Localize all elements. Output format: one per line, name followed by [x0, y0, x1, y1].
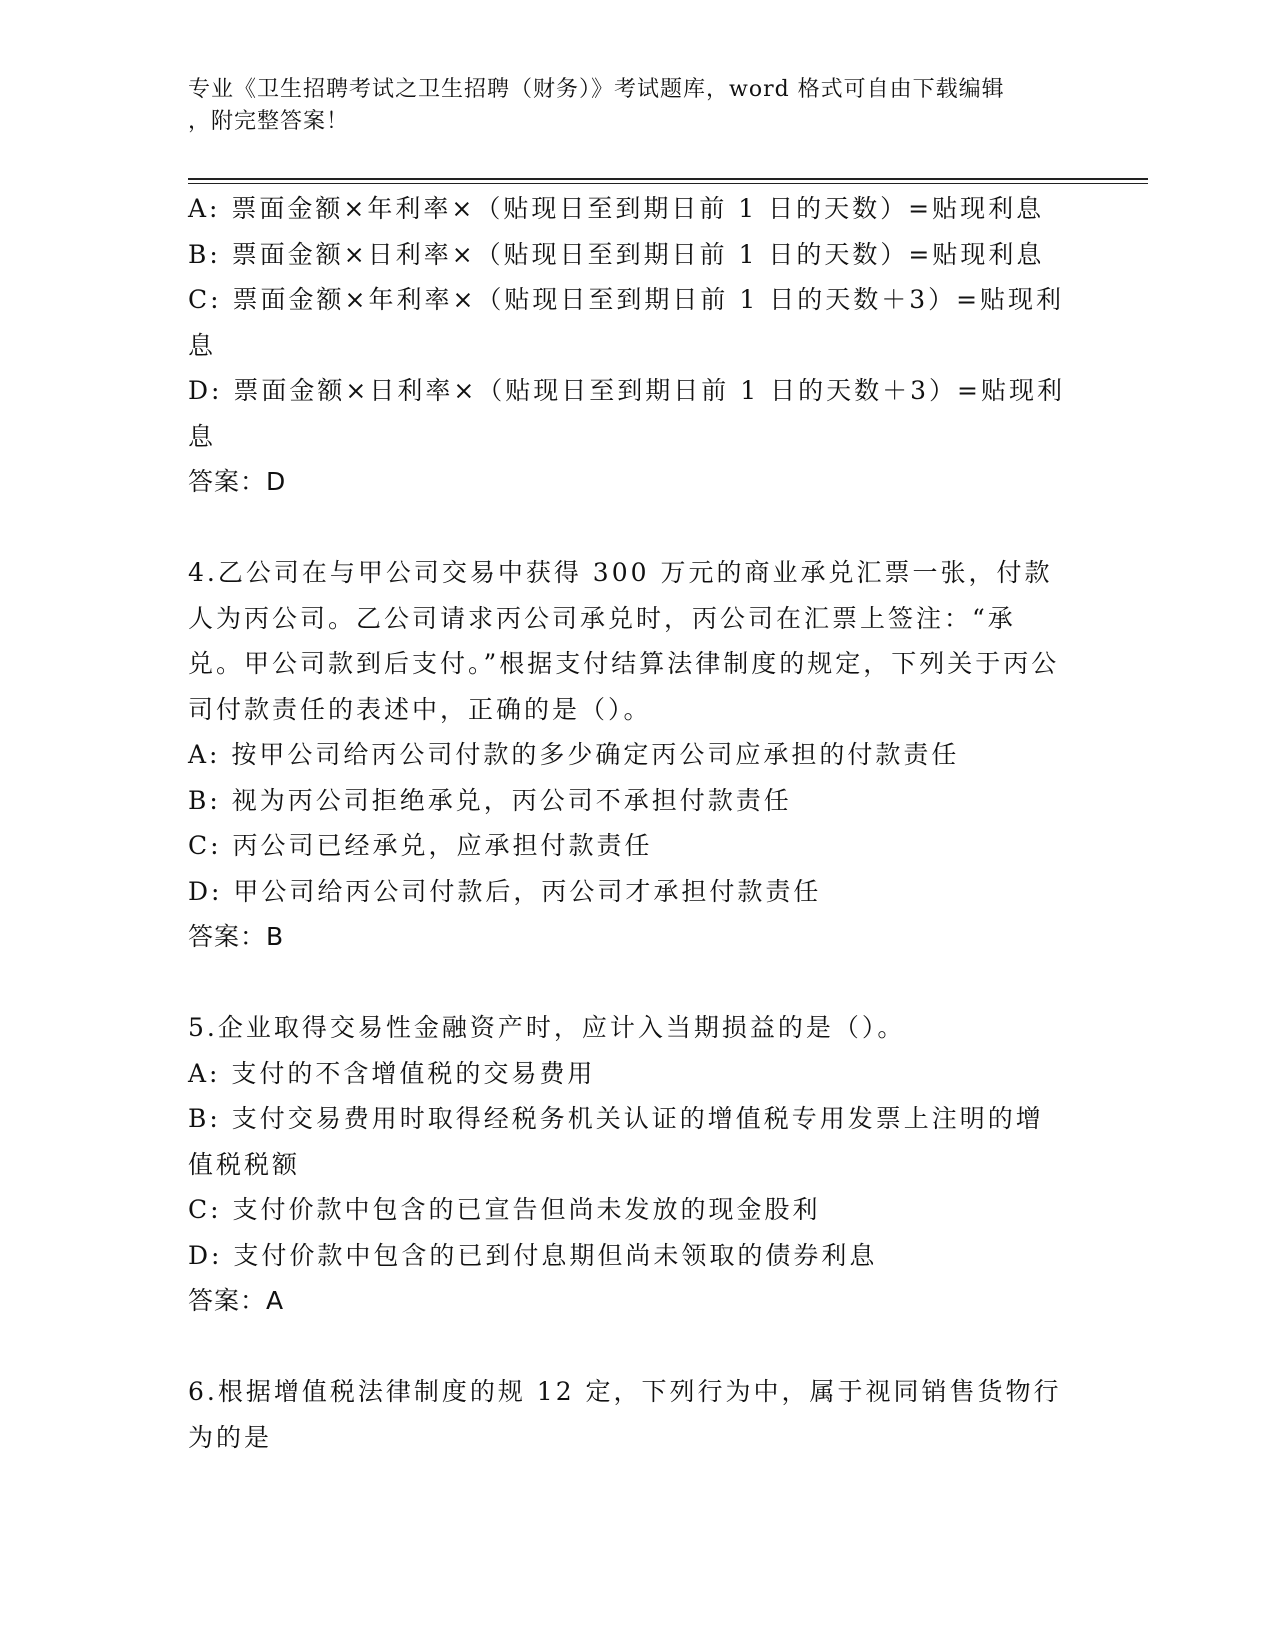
document-header [188, 74, 1068, 138]
question-content [188, 186, 1068, 1460]
q3-option-d: D: 票面金额×日利率×（贴现日至到期日前 1 日的天数＋3）=贴现利息 [188, 376, 1065, 451]
q5-option-c: C: 支付价款中包含的已宣告但尚未发放的现金股利 [188, 1195, 821, 1224]
q6-stem: 6.根据增值税法律制度的规 12 定，下列行为中，属于视同销售货物行为的是 [188, 1377, 1062, 1452]
q5-option-b: B: 支付交易费用时取得经税务机关认证的增值税专用发票上注明的增值税税额 [188, 1104, 1044, 1179]
spacer [188, 960, 1068, 1006]
header-line-1: 专业《卫生招聘考试之卫生招聘（财务）》考试题库，word 格式可自由下载编辑 [188, 77, 1005, 102]
q3-option-a: A: 票面金额×年利率×（贴现日至到期日前 1 日的天数）=贴现利息 [188, 194, 1045, 223]
spacer [188, 505, 1068, 551]
q4-option-b: B: 视为丙公司拒绝承兑，丙公司不承担付款责任 [188, 785, 792, 815]
q5-option-a: A: 支付的不含增值税的交易费用 [188, 1058, 596, 1088]
q5-stem: 5.企业取得交易性金融资产时，应计入当期损益的是（）。 [188, 1013, 906, 1042]
header-divider-thin [188, 183, 1148, 184]
q3-option-c: C: 票面金额×年利率×（贴现日至到期日前 1 日的天数＋3）=贴现利息 [188, 285, 1065, 360]
question-4-block [188, 550, 1068, 960]
q4-option-d: D: 甲公司给丙公司付款后，丙公司才承担付款责任 [188, 876, 822, 906]
header-line-2: ，附完整答案！ [188, 109, 350, 134]
q4-stem: 4.乙公司在与甲公司交易中获得 300 万元的商业承兑汇票一张，付款人为丙公司。乙公司请求丙公司承兑时，丙公司在汇票上签注：“承兑。甲公司款到后支付。”根据支付结算法律制度的规定，下列关于丙公司付款责任的表述中，正确的是（）。 [188, 558, 1060, 724]
q4-answer: 答案：B [188, 922, 285, 951]
q5-answer: 答案：A [188, 1286, 285, 1315]
q4-option-a: A: 按甲公司给丙公司付款的多少确定丙公司应承担的付款责任 [188, 740, 960, 769]
spacer [188, 1324, 1068, 1370]
question-3-block [188, 186, 1068, 505]
question-5-block [188, 1005, 1068, 1324]
q3-option-b: B: 票面金额×日利率×（贴现日至到期日前 1 日的天数）=贴现利息 [188, 239, 1045, 269]
header-divider-thick [188, 178, 1148, 180]
question-6-block [188, 1369, 1068, 1460]
q3-answer: 答案：D [188, 467, 287, 496]
q5-option-d: D: 支付价款中包含的已到付息期但尚未领取的债券利息 [188, 1240, 878, 1270]
q4-option-c: C: 丙公司已经承兑，应承担付款责任 [188, 831, 653, 860]
